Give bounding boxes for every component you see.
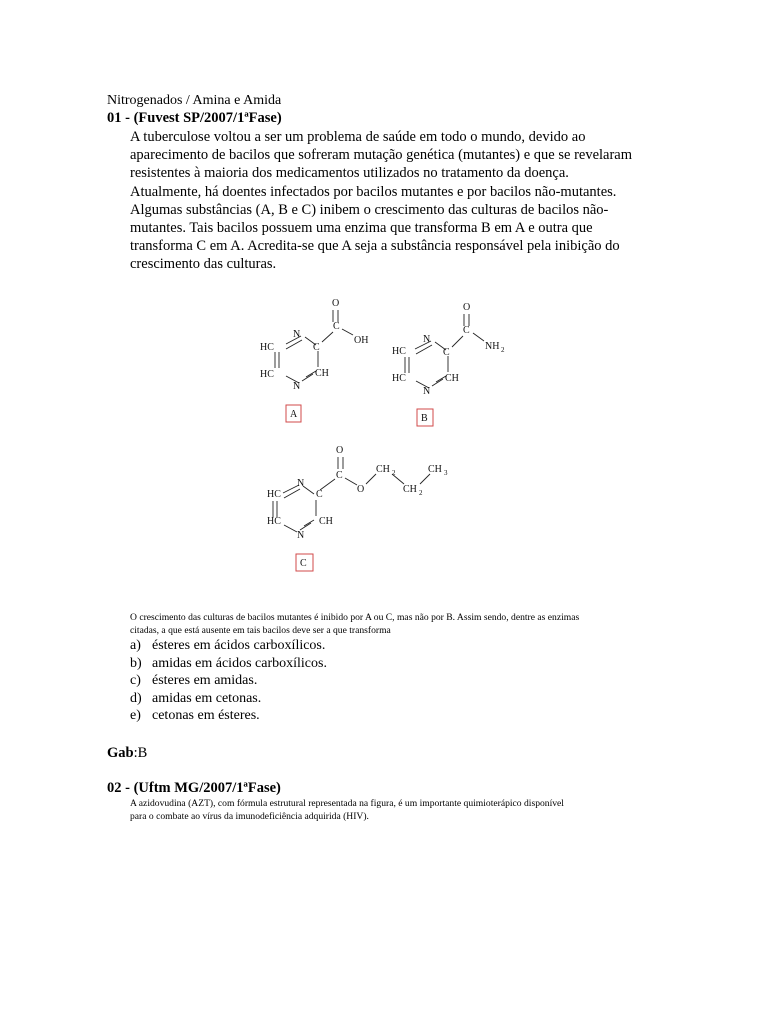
molecule-a bbox=[260, 298, 368, 422]
option-text: cetonas em ésteres. bbox=[152, 708, 260, 724]
atom-subscript: 2 bbox=[392, 469, 396, 477]
atom-subscript: 2 bbox=[501, 346, 505, 354]
text-line: A azidovudina (AZT), com fórmula estrutural representada na figura, é um importante quimioterápico disponível bbox=[130, 798, 564, 809]
atom-label: CH bbox=[403, 484, 417, 495]
option-a bbox=[130, 637, 327, 655]
atom-label: HC bbox=[260, 342, 274, 353]
document-title: Nitrogenados / Amina e Amida bbox=[107, 93, 282, 108]
question-1-statement bbox=[130, 611, 690, 637]
atom-label: C bbox=[333, 321, 340, 332]
molecule-c bbox=[267, 445, 448, 571]
atom-label: N bbox=[293, 381, 301, 392]
atom-label: NH bbox=[485, 341, 500, 352]
atom-label: O bbox=[336, 445, 344, 456]
atom-label: CH bbox=[445, 373, 459, 384]
atom-label: O bbox=[463, 302, 471, 313]
option-letter: b) bbox=[130, 655, 142, 671]
atom-label: N bbox=[297, 530, 305, 541]
text-line: Algumas substâncias (A, B e C) inibem o crescimento das culturas de bacilos não- bbox=[130, 201, 609, 218]
option-letter: c) bbox=[130, 673, 141, 689]
atom-label: CH bbox=[315, 368, 329, 379]
text-line: transforma C em A. Acredita-se que A seja a substância responsável pela inibição do bbox=[130, 238, 620, 255]
atom-label: N bbox=[423, 334, 431, 345]
answer-key-value: :B bbox=[133, 745, 148, 761]
atom-label: C bbox=[316, 489, 323, 500]
option-text: ésteres em amidas. bbox=[152, 673, 258, 689]
text-line: A tuberculose voltou a ser um problema de saúde em todo o mundo, devido ao bbox=[130, 129, 586, 145]
answer-options bbox=[130, 637, 327, 725]
option-letter: e) bbox=[130, 708, 141, 724]
option-letter: a) bbox=[130, 638, 141, 653]
text-line: O crescimento das culturas de bacilos mutantes é inibido por A ou C, mas não por B. Assim sendo, dentre as enzimas bbox=[130, 612, 580, 623]
question-1-header: 01 - (Fuvest SP/2007/1ªFase) bbox=[107, 110, 282, 126]
molecule-b bbox=[392, 302, 505, 426]
text-line: aparecimento de bacilos que sofreram mutação genética (mutantes) e que se revelaram bbox=[130, 147, 633, 164]
atom-label: C bbox=[463, 325, 470, 336]
atom-label: C bbox=[313, 342, 320, 353]
option-d bbox=[130, 690, 327, 708]
text-line: mutantes. Tais bacilos possuem uma enzima que transforma B em A e outra que bbox=[130, 220, 593, 237]
answer-key-label: Gab bbox=[107, 745, 134, 761]
atom-label: OH bbox=[354, 335, 369, 346]
atom-subscript: 3 bbox=[444, 469, 448, 477]
atom-label: CH bbox=[376, 464, 390, 475]
atom-subscript: 2 bbox=[419, 489, 423, 497]
option-text: amidas em ácidos carboxílicos. bbox=[152, 655, 327, 671]
option-letter: d) bbox=[130, 690, 142, 706]
atom-label: HC bbox=[267, 516, 281, 527]
text-line: Atualmente, há doentes infectados por bacilos mutantes e por bacilos não-mutantes. bbox=[130, 183, 617, 200]
atom-label: HC bbox=[267, 489, 281, 500]
option-text: ésteres em ácidos carboxílicos. bbox=[152, 638, 326, 653]
atom-label: O bbox=[332, 298, 340, 309]
answer-key bbox=[107, 745, 147, 762]
atom-label: HC bbox=[392, 373, 406, 384]
atom-label: CH bbox=[319, 516, 333, 527]
option-e bbox=[130, 707, 327, 725]
option-b bbox=[130, 655, 327, 673]
option-text: amidas em cetonas. bbox=[152, 690, 262, 706]
text-line: crescimento das culturas. bbox=[130, 256, 277, 273]
atom-label: HC bbox=[260, 369, 274, 380]
text-line: resistentes à maioria dos medicamentos utilizados no tratamento da doença. bbox=[130, 165, 569, 182]
atom-label: O bbox=[357, 484, 365, 495]
question-2-text bbox=[130, 797, 690, 823]
atom-label: C bbox=[336, 470, 343, 481]
question-2-header: 02 - (Uftm MG/2007/1ªFase) bbox=[107, 780, 281, 796]
atom-label: HC bbox=[392, 346, 406, 357]
text-line: citadas, a que está ausente em tais bacilos deve ser a que transforma bbox=[130, 625, 391, 636]
atom-label: N bbox=[293, 329, 301, 340]
atom-label: CH bbox=[428, 464, 442, 475]
molecule-label: C bbox=[300, 558, 307, 569]
option-c bbox=[130, 672, 327, 690]
molecule-label: B bbox=[421, 413, 428, 424]
atom-label: N bbox=[297, 478, 305, 489]
text-line: para o combate ao vírus da imunodeficiência adquirida (HIV). bbox=[130, 811, 369, 822]
atom-label: N bbox=[423, 386, 431, 397]
atom-label: C bbox=[443, 347, 450, 358]
molecule-label: A bbox=[290, 409, 298, 420]
